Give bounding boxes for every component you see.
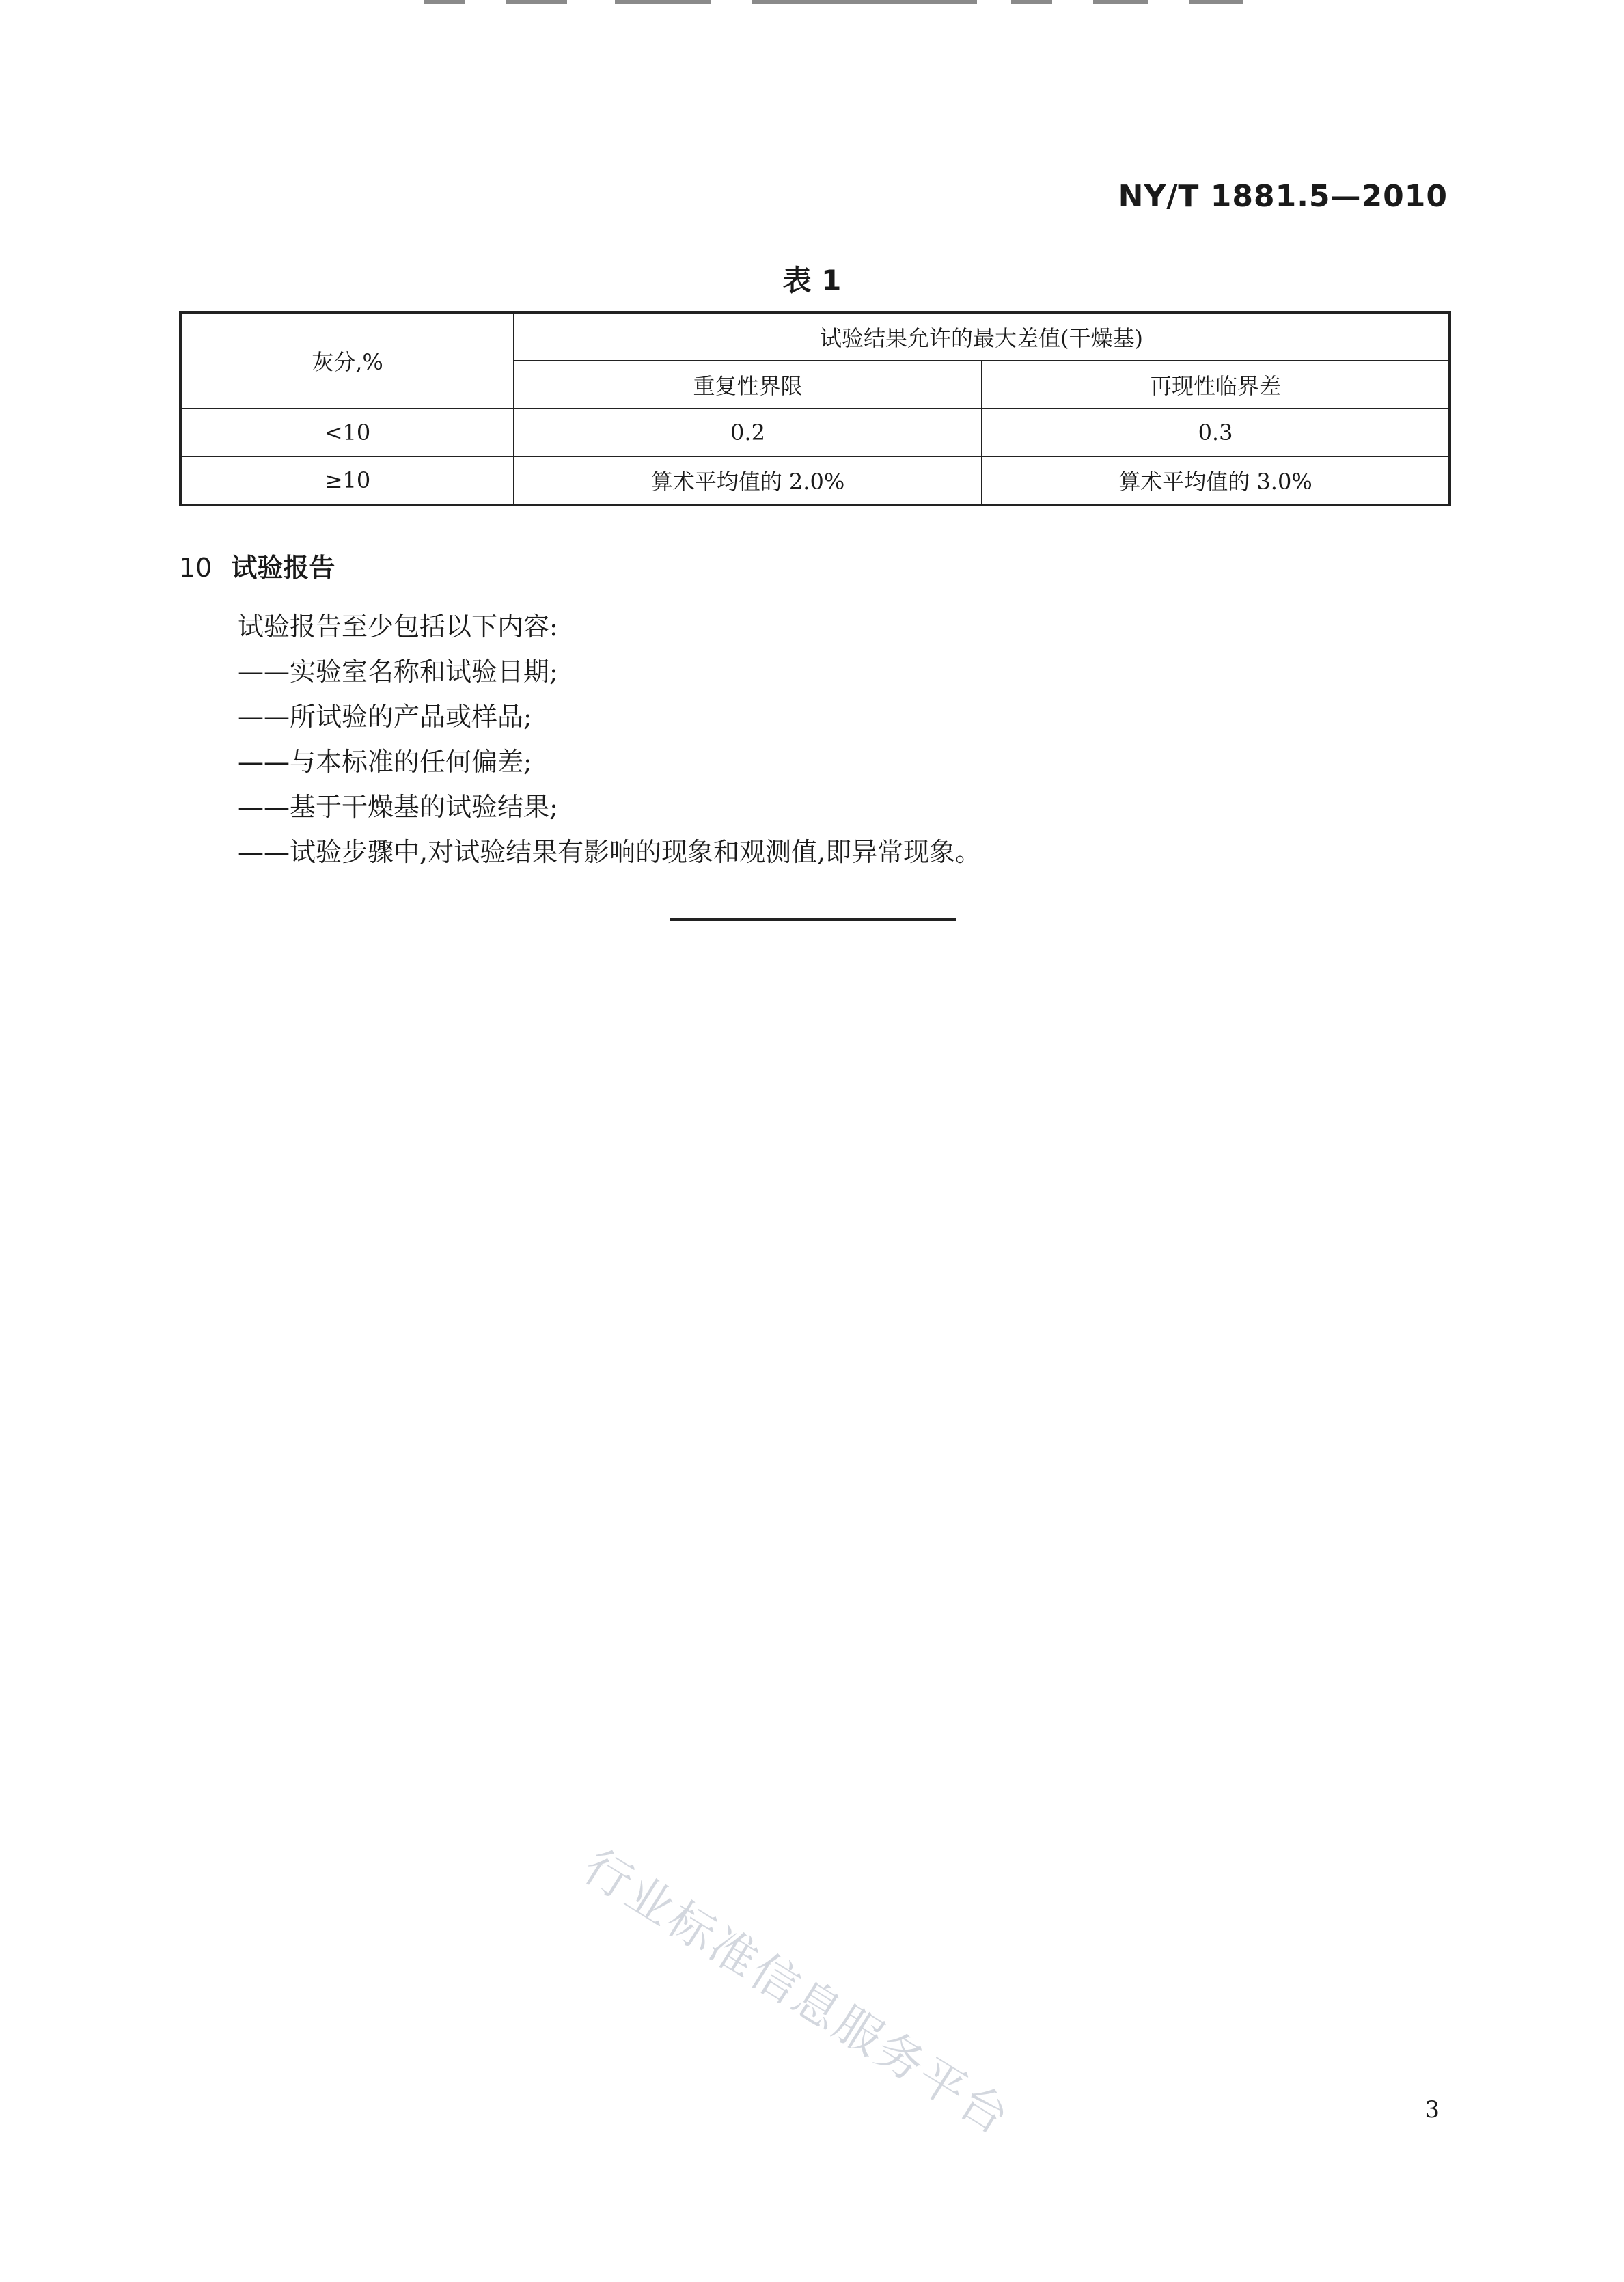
- cell-repeatability: 0.2: [514, 409, 982, 456]
- header-reproducibility: 再现性临界差: [982, 361, 1450, 409]
- tolerance-table: [179, 311, 1451, 506]
- cell-reproducibility: 0.3: [982, 409, 1450, 456]
- section-heading: [179, 547, 335, 584]
- list-item: ——与本标准的任何偏差;: [238, 747, 532, 777]
- header-max-difference: 试验结果允许的最大差值(干燥基): [514, 312, 1450, 361]
- header-repeatability: 重复性界限: [514, 361, 982, 409]
- cell-repeatability: 算术平均值的 2.0%: [514, 456, 982, 505]
- list-item: ——实验室名称和试验日期;: [238, 657, 558, 687]
- report-contents: [238, 604, 981, 875]
- table-header-row: [180, 312, 1450, 361]
- list-item: ——所试验的产品或样品;: [238, 702, 532, 732]
- standard-code: NY/T 1881.5—2010: [1118, 179, 1448, 214]
- list-item: ——试验步骤中,对试验结果有影响的现象和观测值,即异常现象。: [238, 837, 982, 867]
- page-number: 3: [1425, 2096, 1440, 2123]
- end-of-document-rule: [670, 918, 956, 921]
- header-ash: 灰分,%: [180, 312, 514, 409]
- cell-reproducibility: 算术平均值的 3.0%: [982, 456, 1450, 505]
- section-number: 10: [179, 553, 212, 583]
- section-title: 试验报告: [231, 553, 335, 583]
- table-caption: 表 1: [782, 264, 842, 297]
- report-intro: 试验报告至少包括以下内容:: [238, 611, 558, 642]
- cell-ash: <10: [180, 409, 514, 456]
- cell-ash: ≥10: [180, 456, 514, 505]
- table-row: [180, 456, 1450, 505]
- watermark: 行业标准信息服务平台: [574, 1839, 1020, 2147]
- scan-top-edge: [0, 0, 1624, 12]
- table-row: [180, 409, 1450, 456]
- list-item: ——基于干燥基的试验结果;: [238, 792, 558, 822]
